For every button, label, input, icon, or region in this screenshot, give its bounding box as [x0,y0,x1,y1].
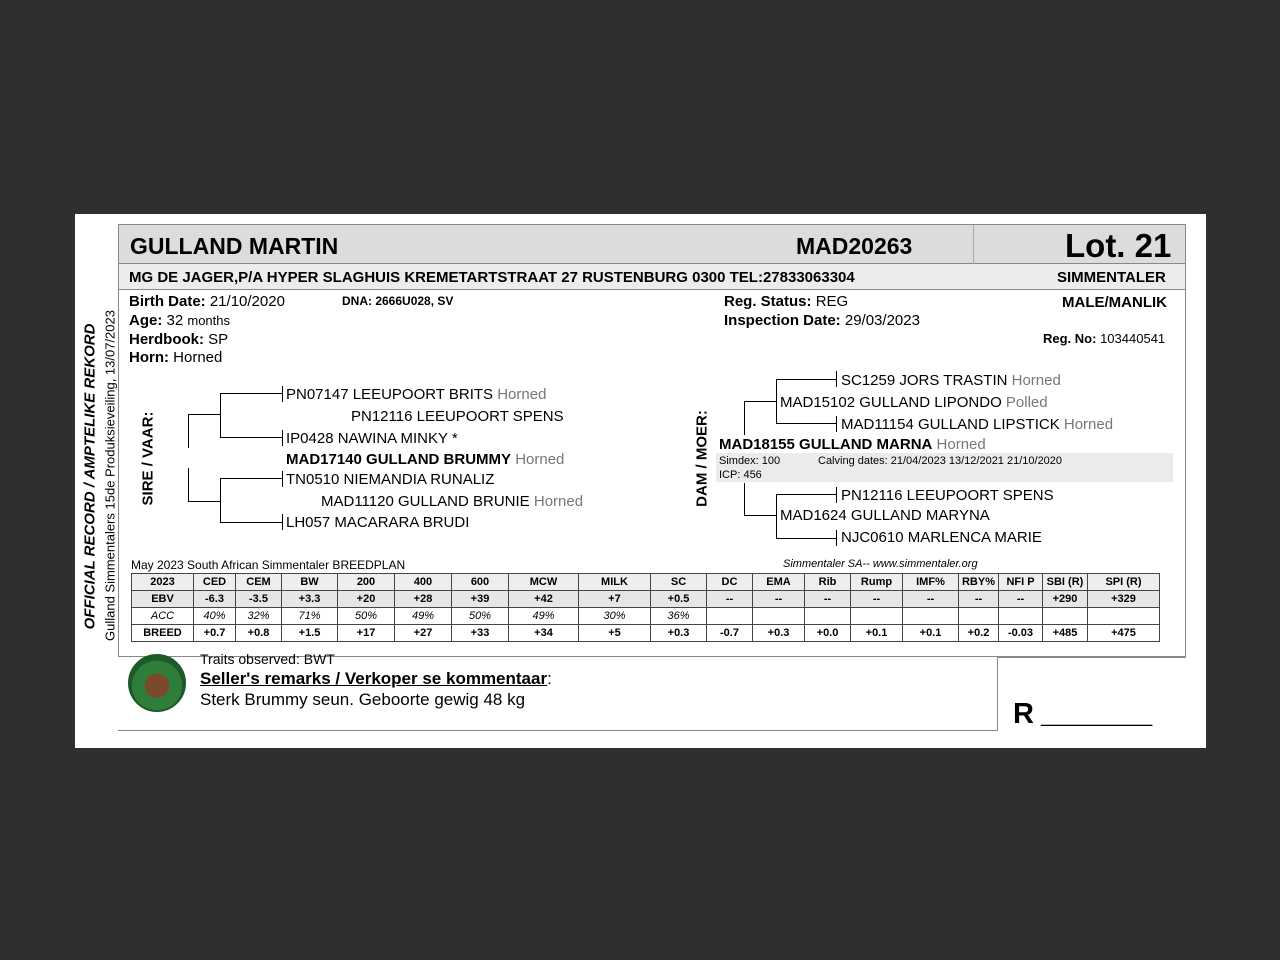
breed-row-cell: +1.5 [282,625,338,642]
ebv-row-cell: +28 [395,591,452,608]
header-row-cell: 200 [338,574,395,591]
dam-dam-sire: PN12116 LEEUPOORT SPENS [841,487,1054,504]
sire: MAD17140 GULLAND BRUMMY Horned [286,451,565,468]
ebv-row-cell: +3.3 [282,591,338,608]
acc-row-cell: 32% [236,608,282,625]
acc-row-cell: 71% [282,608,338,625]
sire-dam: MAD11120 GULLAND BRUNIE Horned [321,493,584,510]
breed-row-cell: +34 [509,625,579,642]
acc-row-cell: 40% [194,608,236,625]
official-record-label: OFFICIAL RECORD / AMPTELIKE REKORD [81,323,99,630]
breedplan-table [131,573,1160,642]
breed-row-cell: +0.3 [651,625,707,642]
sire-dam-sire: TN0510 NIEMANDIA RUNALIZ [286,471,495,488]
acc-row-cell: 49% [509,608,579,625]
dam-sire-dam: MAD11154 GULLAND LIPSTICK Horned [841,416,1114,433]
calving-dates: Calving dates: 21/04/2023 13/12/2021 21/10/2020 [818,455,1063,467]
breed-row-cell: +33 [452,625,509,642]
header-row-cell: CEM [236,574,282,591]
header-row-cell: DC [707,574,753,591]
acc-row-cell: 50% [338,608,395,625]
breedplan-title: May 2023 South African Simmentaler BREEDPLAN [131,558,406,572]
dam-sire-sire: SC1259 JORS TRASTIN Horned [841,372,1061,389]
acc-row-cell [805,608,851,625]
ebv-row-cell: +329 [1088,591,1160,608]
sire-label: SIRE / VAAR: [139,411,157,506]
reg-status: Reg. Status: REG [724,293,849,310]
breed-row-cell: +475 [1088,625,1160,642]
breed-row-cell: +0.0 [805,625,851,642]
ebv-row-cell: -- [903,591,959,608]
sire-sire: PN12116 LEEUPOORT SPENS [351,408,564,425]
acc-row-cell: 36% [651,608,707,625]
inspection-date: Inspection Date: 29/03/2023 [724,312,920,329]
acc-row-cell: 30% [579,608,651,625]
header-row-cell: 400 [395,574,452,591]
ebv-row-cell: -- [707,591,753,608]
ebv-row-cell: +42 [509,591,579,608]
ebv-row-cell: EBV [132,591,194,608]
acc-row-cell [753,608,805,625]
sex: MALE/MANLIK [1062,294,1167,311]
age: Age: 32 months [129,312,231,329]
header-row [132,574,1160,591]
breed-row-cell: +27 [395,625,452,642]
header-row-cell: 2023 [132,574,194,591]
header-row-cell: Rib [805,574,851,591]
ebv-row-cell: -- [753,591,805,608]
header-row-cell: SC [651,574,707,591]
breed-row-cell: +0.2 [959,625,999,642]
animal-id: MAD20263 [796,233,913,259]
acc-row-cell [707,608,753,625]
sire-dam-dam: LH057 MACARARA BRUDI [286,514,470,531]
header-row-cell: Rump [851,574,903,591]
acc-row-cell [1088,608,1160,625]
header-row-cell: NFI P [999,574,1043,591]
horn: Horn: Horned [129,349,223,366]
acc-row-cell: ACC [132,608,194,625]
breed-row-cell: -0.7 [707,625,753,642]
icp: ICP: 456 [719,469,762,481]
ebv-row-cell: +39 [452,591,509,608]
dna: DNA: 2666U028, SV [342,294,454,308]
header-row-cell: CED [194,574,236,591]
ebv-row [132,591,1160,608]
ebv-row-cell: -- [959,591,999,608]
birth-date: Birth Date: 21/10/2020 [129,293,285,310]
seller-address: MG DE JAGER,P/A HYPER SLAGHUIS KREMETARTSTRAAT 27 RUSTENBURG 0300 TEL:27833063304 [129,269,855,286]
acc-row-cell [851,608,903,625]
ebv-row-cell: -- [805,591,851,608]
header-row-cell: BW [282,574,338,591]
dam-sire: MAD15102 GULLAND LIPONDO Polled [780,394,1048,411]
acc-row-cell [999,608,1043,625]
sire-sire-dam: IP0428 NAWINA MINKY * [286,430,458,447]
acc-row-cell [1043,608,1088,625]
remarks-heading: Seller's remarks / Verkoper se kommentaar: [200,669,552,688]
price-line[interactable]: __________ [1041,705,1153,727]
acc-row-cell: 49% [395,608,452,625]
dam: MAD18155 GULLAND MARNA Horned [719,436,986,453]
header-divider [973,225,974,264]
seller-remarks: Sterk Brummy seun. Geboorte gewig 48 kg [200,690,526,709]
header-row-cell: 600 [452,574,509,591]
header-row-cell: RBY% [959,574,999,591]
lot-number: Lot. 21 [1065,227,1172,264]
breed-row-cell: +5 [579,625,651,642]
price-label: R [1013,698,1034,730]
breed-row [132,625,1160,642]
dam-dam-dam: NJC0610 MARLENCA MARIE [841,529,1042,546]
breed-row-cell: +0.3 [753,625,805,642]
dam-label: DAM / MOER: [693,410,711,507]
breed-row-cell: +485 [1043,625,1088,642]
ebv-row-cell: -- [851,591,903,608]
ebv-row-cell: -- [999,591,1043,608]
ebv-row-cell: +20 [338,591,395,608]
header-row-cell: IMF% [903,574,959,591]
acc-row-cell [959,608,999,625]
header-row-cell: MILK [579,574,651,591]
ebv-row-cell: -6.3 [194,591,236,608]
traits-observed: Traits observed: BWT [200,651,335,667]
acc-row-cell [903,608,959,625]
breed-row-cell: -0.03 [999,625,1043,642]
ebv-row-cell: +290 [1043,591,1088,608]
breed-row-cell: +0.1 [851,625,903,642]
header-row-cell: MCW [509,574,579,591]
breed-row-cell: BREED [132,625,194,642]
acc-row-cell: 50% [452,608,509,625]
dam-dam: MAD1624 GULLAND MARYNA [780,507,990,524]
sire-sire-sire: PN07147 LEEUPOORT BRITS Horned [286,386,547,403]
ebv-row-cell: +0.5 [651,591,707,608]
ebv-row-cell: -3.5 [236,591,282,608]
breed-label: SIMMENTALER [1057,269,1166,286]
breedplan-site: Simmentaler SA-- www.simmentaler.org [783,558,978,570]
reg-no: Reg. No: 103440541 [1043,331,1166,346]
breed-row-cell: +0.7 [194,625,236,642]
ebv-row-cell: +7 [579,591,651,608]
animal-name: GULLAND MARTIN [130,233,339,259]
acc-row [132,608,1160,625]
auction-source-label: Gulland Simmentalers 15de Produksieveiling, 13/07/2023 [102,310,118,641]
header-row-cell: SBI (R) [1043,574,1088,591]
header-row-cell: SPI (R) [1088,574,1160,591]
breed-row-cell: +17 [338,625,395,642]
herdbook: Herdbook: SP [129,331,229,348]
breed-row-cell: +0.1 [903,625,959,642]
simmentaler-logo [128,654,186,712]
breed-row-cell: +0.8 [236,625,282,642]
simdex: Simdex: 100 [719,455,781,467]
header-row-cell: EMA [753,574,805,591]
